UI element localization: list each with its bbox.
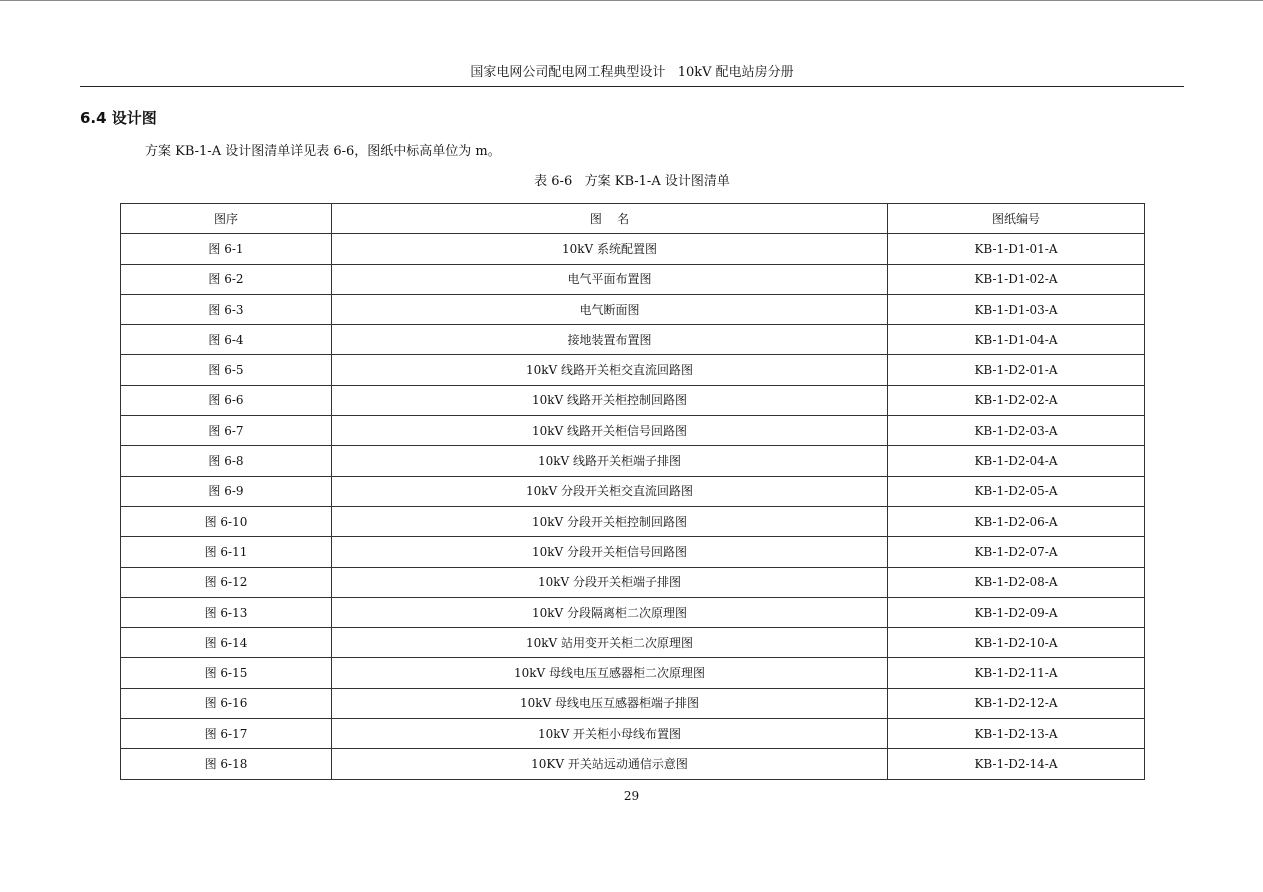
figure-no-cell: 图 6-9: [121, 476, 332, 506]
drawing-code-cell: KB-1-D2-03-A: [888, 416, 1145, 446]
figure-no-cell: 图 6-15: [121, 658, 332, 688]
drawing-name-cell: 10kV 站用变开关柜二次原理图: [332, 628, 888, 658]
table-row: [121, 537, 1145, 567]
drawing-code-cell: KB-1-D2-01-A: [888, 355, 1145, 385]
table-caption: 表 6-6 方案 KB-1-A 设计图清单: [534, 174, 730, 189]
figure-no-cell: 图 6-16: [121, 688, 332, 718]
drawing-code-cell: KB-1-D2-11-A: [888, 658, 1145, 688]
table-row: [121, 688, 1145, 718]
table-row: [121, 234, 1145, 264]
drawing-code-cell: KB-1-D2-04-A: [888, 446, 1145, 476]
table-row: [121, 325, 1145, 355]
figure-no-cell: 图 6-12: [121, 567, 332, 597]
table-row: [121, 506, 1145, 536]
page-number: 29: [623, 789, 640, 803]
drawing-name-cell: 10kV 系统配置图: [332, 234, 888, 264]
figure-no-cell: 图 6-17: [121, 719, 332, 749]
table-row: [121, 658, 1145, 688]
page-top-rule: [0, 0, 1263, 1]
drawing-name-cell: 10kV 分段开关柜控制回路图: [332, 506, 888, 536]
table-row: [121, 476, 1145, 506]
table-row: [121, 719, 1145, 749]
figure-no-cell: 图 6-8: [121, 446, 332, 476]
drawing-code-cell: KB-1-D2-09-A: [888, 597, 1145, 627]
figure-no-cell: 图 6-18: [121, 749, 332, 779]
table-row: [121, 597, 1145, 627]
drawing-code-cell: KB-1-D1-02-A: [888, 264, 1145, 294]
drawing-code-cell: KB-1-D1-01-A: [888, 234, 1145, 264]
drawing-name-cell: 10kV 分段开关柜交直流回路图: [332, 476, 888, 506]
drawing-code-cell: KB-1-D2-07-A: [888, 537, 1145, 567]
drawing-list-table: [120, 203, 1145, 780]
drawing-name-cell: 电气断面图: [332, 294, 888, 324]
figure-no-cell: 图 6-6: [121, 385, 332, 415]
drawing-name-cell: 10KV 开关站远动通信示意图: [332, 749, 888, 779]
intro-paragraph: 方案 KB-1-A 设计图清单详见表 6-6，图纸中标高单位为 m。: [145, 144, 501, 159]
figure-no-cell: 图 6-5: [121, 355, 332, 385]
table-row: [121, 416, 1145, 446]
drawing-code-cell: KB-1-D2-08-A: [888, 567, 1145, 597]
table-row: [121, 355, 1145, 385]
table-row: [121, 567, 1145, 597]
drawing-name-cell: 接地装置布置图: [332, 325, 888, 355]
figure-no-cell: 图 6-1: [121, 234, 332, 264]
figure-no-cell: 图 6-10: [121, 506, 332, 536]
drawing-name-cell: 10kV 分段开关柜信号回路图: [332, 537, 888, 567]
table-row: [121, 749, 1145, 779]
drawing-code-cell: KB-1-D2-10-A: [888, 628, 1145, 658]
drawing-name-cell: 10kV 母线电压互感器柜端子排图: [332, 688, 888, 718]
drawing-name-cell: 10kV 开关柜小母线布置图: [332, 719, 888, 749]
drawing-name-cell: 10kV 线路开关柜信号回路图: [332, 416, 888, 446]
figure-no-cell: 图 6-2: [121, 264, 332, 294]
drawing-code-cell: KB-1-D1-03-A: [888, 294, 1145, 324]
table-row: [121, 385, 1145, 415]
figure-no-cell: 图 6-4: [121, 325, 332, 355]
drawing-code-cell: KB-1-D2-02-A: [888, 385, 1145, 415]
drawing-name-cell: 10kV 分段开关柜端子排图: [332, 567, 888, 597]
figure-no-cell: 图 6-7: [121, 416, 332, 446]
figure-no-cell: 图 6-3: [121, 294, 332, 324]
figure-no-cell: 图 6-14: [121, 628, 332, 658]
header-rule: [80, 86, 1184, 87]
table-row: [121, 294, 1145, 324]
drawing-code-cell: KB-1-D2-14-A: [888, 749, 1145, 779]
table-header-row: [121, 204, 1145, 234]
drawing-code-cell: KB-1-D1-04-A: [888, 325, 1145, 355]
drawing-code-cell: KB-1-D2-13-A: [888, 719, 1145, 749]
drawing-name-cell: 电气平面布置图: [332, 264, 888, 294]
table-row: [121, 264, 1145, 294]
drawing-name-cell: 10kV 分段隔离柜二次原理图: [332, 597, 888, 627]
figure-no-cell: 图 6-11: [121, 537, 332, 567]
running-header: 国家电网公司配电网工程典型设计 10kV 配电站房分册: [470, 65, 794, 80]
drawing-code-cell: KB-1-D2-06-A: [888, 506, 1145, 536]
drawing-name-cell: 10kV 母线电压互感器柜二次原理图: [332, 658, 888, 688]
drawing-name-cell: 10kV 线路开关柜端子排图: [332, 446, 888, 476]
header-drawing-code: 图纸编号: [888, 204, 1145, 234]
drawing-name-cell: 10kV 线路开关柜控制回路图: [332, 385, 888, 415]
section-heading: 6.4 设计图: [80, 109, 157, 127]
drawing-code-cell: KB-1-D2-12-A: [888, 688, 1145, 718]
table-row: [121, 446, 1145, 476]
table-row: [121, 628, 1145, 658]
header-figure-no: 图序: [121, 204, 332, 234]
drawing-code-cell: KB-1-D2-05-A: [888, 476, 1145, 506]
drawing-name-cell: 10kV 线路开关柜交直流回路图: [332, 355, 888, 385]
table-body: [121, 234, 1145, 779]
figure-no-cell: 图 6-13: [121, 597, 332, 627]
header-drawing-name: 图 名: [332, 204, 888, 234]
